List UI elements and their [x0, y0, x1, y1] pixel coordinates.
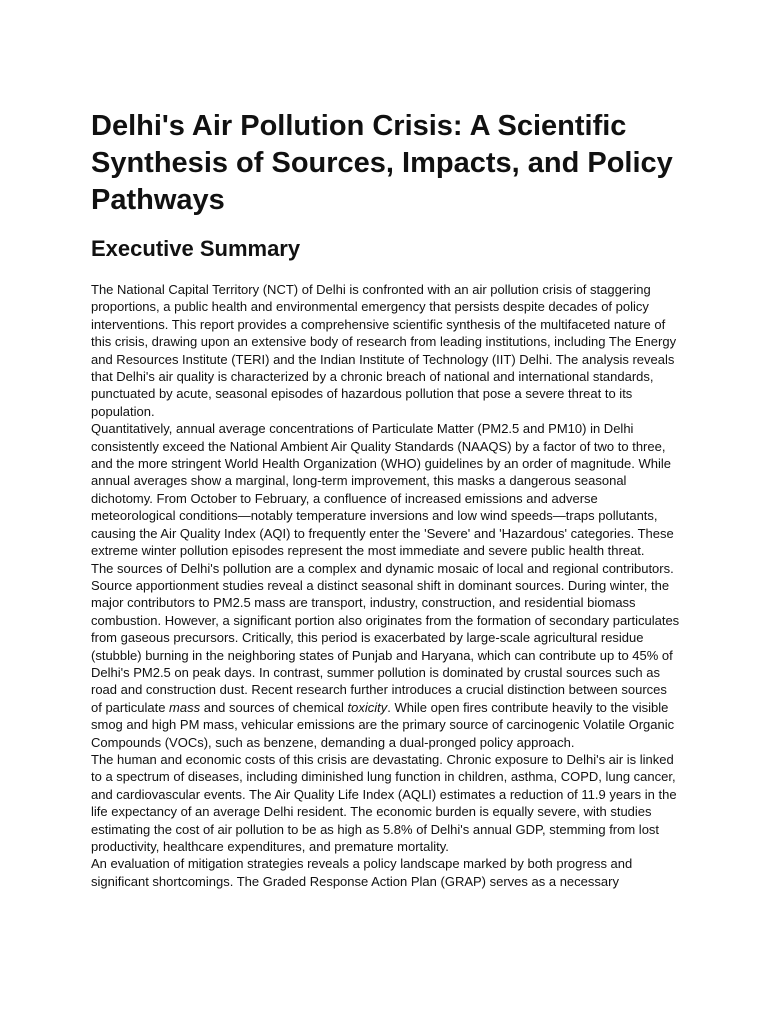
paragraph-costs: The human and economic costs of this crisis are devastating. Chronic exposure to Delhi's air is linked to a spectrum of diseases, including diminished lung function in children, asthma, COPD, lung cancer, and cardiovascular events. The Air Quality Life Index (AQLI) estimates a reduction of 11.9 years in the life expectancy of an average Delhi resident. The economic burden is equally severe, with studies estimating the cost of air pollution to be as high as 5.8% of Delhi's annual GDP, stemming from lost productivity, healthcare expenditures, and premature mortality.: [91, 751, 677, 854]
paragraph-sources-text-1: The sources of Delhi's pollution are a complex and dynamic mosaic of local and regional contributors. Source apportionment studies reveal a distinct seasonal shift in dominant sources. During winter, the major contributors to PM2.5 mass are transport, industry, construction, and residential biomass combustion. However, a significant portion also originates from the formation of secondary particulates from gaseous precursors. Critically, this period is exacerbated by large-scale agricultural residue (stubble) burning in the neighboring states of Punjab and Haryana, which can contribute up to 45% of Delhi's PM2.5 on peak days. In contrast, summer pollution is dominated by crustal sources such as road and construction dust. Recent research further introduces a crucial distinction between sources of particulate: [91, 560, 680, 715]
executive-summary-body: [91, 281, 681, 890]
paragraph-sources-text-2: and sources of chemical: [200, 699, 348, 715]
paragraph-quantitative: Quantitatively, annual average concentrations of Particulate Matter (PM2.5 and PM10) in Delhi consistently exceed the National Ambient Air Quality Standards (NAAQS) by a factor of two to three, and the more stringent World Health Organization (WHO) guidelines by an order of magnitude. While annual averages show a marginal, long-term improvement, this masks a dangerous seasonal dichotomy. From October to February, a confluence of increased emissions and adverse meteorological conditions—notably temperature inversions and low wind speeds—traps pollutants, causing the Air Quality Index (AQI) to frequently enter the 'Severe' and 'Hazardous' categories. These extreme winter pollution episodes represent the most immediate and severe public health threat.: [91, 421, 674, 559]
emphasis-mass: mass: [169, 699, 201, 715]
paragraph-sources: [91, 560, 681, 751]
emphasis-toxicity: toxicity: [347, 699, 388, 715]
section-heading-executive-summary: Executive Summary: [91, 236, 301, 261]
paragraph-sources-text-3: . While open fires contribute heavily to the visible smog and high PM mass, vehicular emissions are the primary source of carcinogenic Volatile Organic Compounds (VOCs), such as benzene, demanding a dual-pronged policy approach.: [91, 699, 675, 750]
paragraph-introduction: The National Capital Territory (NCT) of Delhi is confronted with an air pollution crisis of staggering proportions, a public health and environmental emergency that persists despite decades of policy interventions. This report provides a comprehensive scientific synthesis of the multifaceted nature of this crisis, drawing upon an extensive body of research from leading institutions, including The Energy and Resources Institute (TERI) and the Indian Institute of Technology (IIT) Delhi. The analysis reveals that Delhi's air quality is characterized by a chronic breach of national and international standards, punctuated by acute, seasonal episodes of hazardous pollution that pose a severe threat to its population.: [91, 282, 677, 419]
paragraph-mitigation: An evaluation of mitigation strategies reveals a policy landscape marked by both progress and significant shortcomings. The Graded Response Action Plan (GRAP) serves as a necessary: [91, 856, 633, 889]
document-page: [91, 108, 681, 890]
document-title: Delhi's Air Pollution Crisis: A Scientific Synthesis of Sources, Impacts, and Policy Pathways: [91, 110, 673, 216]
